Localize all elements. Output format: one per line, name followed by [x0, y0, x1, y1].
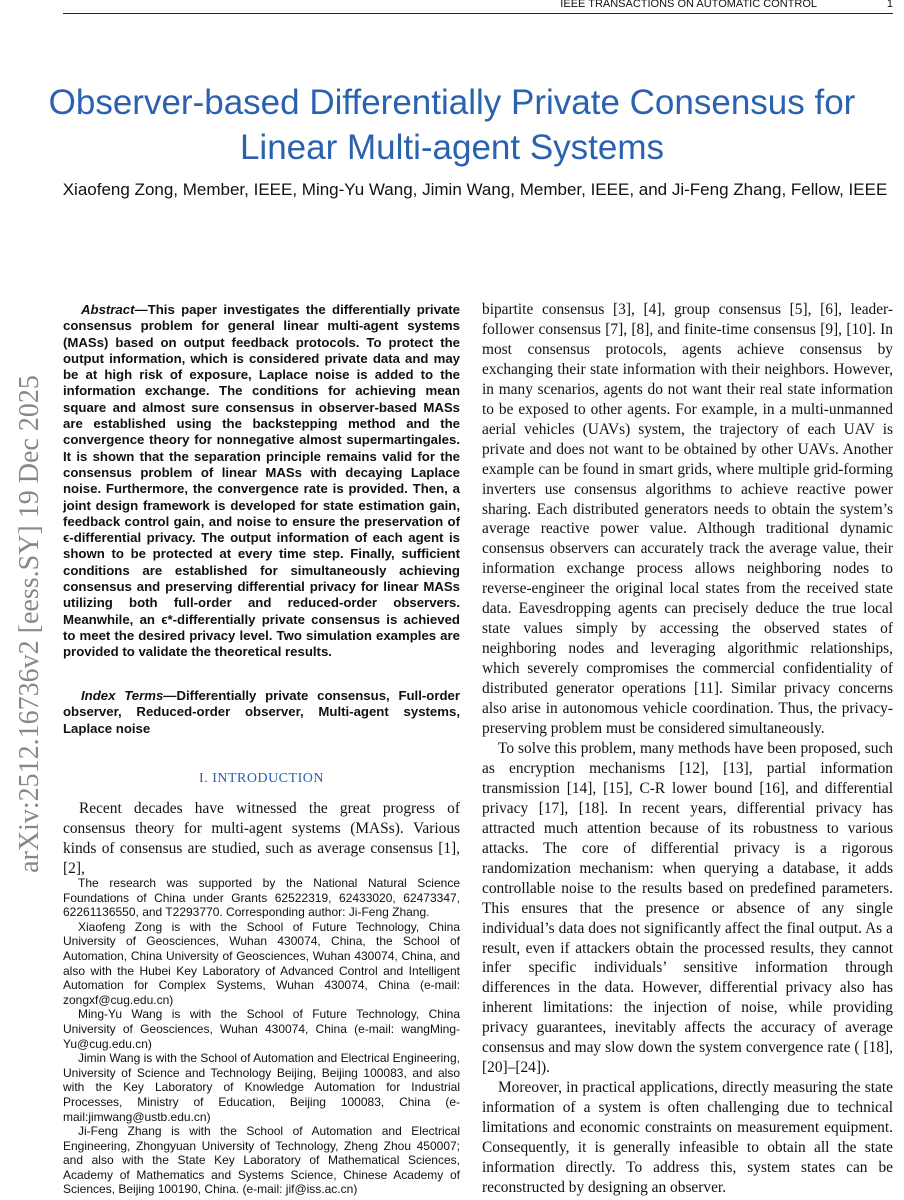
page-number: 1: [886, 0, 893, 10]
journal-name: IEEE TRANSACTIONS ON AUTOMATIC CONTROL: [560, 0, 817, 10]
footnote-affiliation: Ming-Yu Wang is with the School of Future Technology, China University of Geosciences, Wuhan 430074, China (e-mail: wangMing-Yu@cug.edu.cn): [63, 1007, 460, 1051]
index-terms-label: Index Terms—: [81, 688, 177, 703]
author-list: Xiaofeng Zong, Member, IEEE, Ming-Yu Wang, Jimin Wang, Member, IEEE, and Ji-Feng Zhang, Fellow, IEEE: [62, 180, 888, 199]
footnotes: [63, 876, 460, 1197]
index-terms-text: Differentially private consensus, Full-order observer, Reduced-order observer, Multi-agent systems, Laplace noise: [63, 688, 460, 736]
footnote-affiliation: Ji-Feng Zhang is with the School of Automation and Electrical Engineering, Zhongyuan University of Technology, Zheng Zhou 450007; and also with the State Key Laboratory of Mathematical Sciences, Academy of Mathematics and Systems Science, Chinese Academy of Sciences, Beijing 100190, China. (e-mail: jif@iss.ac.cn): [63, 1124, 460, 1197]
abstract-text: This paper investigates the differentially private consensus problem for general linear multi-agent systems (MASs) based on output feedback protocols. To protect the output information, which is considered private data and may be at high risk of exposure, Laplace noise is added to the information exchange. The conditions for achieving mean square and almost sure consensus in observer-based MASs are established using the backstepping method and the convergence theory for nonnegative almost supermartingales. It is shown that the separation principle remains valid for the consensus problem of linear MASs with decaying Laplace noise. Furthermore, the convergence rate is provided. Then, a joint design framework is developed for state estimation gain, feedback control gain, and noise to ensure the preservation of ϵ-differential privacy. The output information of each agent is shown to be protected at every time step. Finally, sufficient conditions are established for simultaneously achieving consensus and preserving differential privacy for linear MASs utilizing both full-order and reduced-order observers. Meanwhile, an ϵ*-differentially private consensus is achieved to meet the desired privacy level. Two simulation examples are provided to validate the theoretical results.: [63, 302, 460, 660]
abstract-label: Abstract—: [81, 302, 148, 317]
intro-paragraph: Recent decades have witnessed the great progress of consensus theory for multi-agent systems (MASs). Various kinds of consensus are studied, such as average consensus [1], [2],: [63, 800, 460, 877]
footnote-affiliation: Jimin Wang is with the School of Automation and Electrical Engineering, University of Science and Technology Beijing, Beijing 100083, and also with the Key Laboratory of Knowledge Automation for Industrial Processes, Ministry of Education, Beijing 100083, China (e-mail:jimwang@ustb.edu.cn): [63, 1051, 460, 1124]
arxiv-identifier: arXiv:2512.16736v2 [eess.SY] 19 Dec 2025: [14, 375, 45, 873]
paper-title: Observer-based Differentially Private Consensus for Linear Multi-agent Systems: [48, 83, 856, 167]
running-header: [63, 0, 893, 14]
body-paragraph: Moreover, in practical applications, directly measuring the state information of a system is often challenging due to technical limitations and economic constraints on measurement equipment. Consequently, it is generally infeasible to obtain all the state information directly. To address this, system states can be reconstructed by designing an observer.: [482, 1079, 893, 1196]
footnote-affiliation: Xiaofeng Zong is with the School of Future Technology, China University of Geosciences, Wuhan 430074, China, the School of Automation, China University of Geosciences, Wuhan 430074, China, and also with the Hubei Key Laboratory of Advanced Control and Intelligent Automation for Complex Systems, Wuhan 430074, China (e-mail: zongxf@cug.edu.cn): [63, 919, 460, 1007]
right-column: [482, 300, 893, 1198]
abstract: [63, 302, 460, 661]
body-paragraph: bipartite consensus [3], [4], group consensus [5], [6], leader-follower consensus [7], [8], and finite-time consensus [9], [10]. In most consensus protocols, agents achieve consensus by exchanging their state information with their neighbors. However, in many scenarios, agents do not want their real state information to be exposed to other agents. For example, in a multi-unmanned aerial vehicles (UAVs) system, the trajectory of each UAV is private and does not want to be obtained by other UAVs. Another example can be found in smart grids, where multiple grid-forming inverters use consensus algorithms to achieve reactive power sharing. Each distributed generators needs to obtain the system’s average reactive power value. Although traditional dynamic consensus observers can accurately track the average value, their information exchange process allows neighboring nodes to reverse-engineer the original local states from the received state data. Eavesdropping agents can precisely deduce the true local state values simply by accessing the observed states of neighboring nodes and leveraging algorithmic relationships, which severely compromises the commercial confidentiality of distributed generator operations [11]. Similar privacy concerns also arise in autonomous vehicle coordination. Thus, the privacy-preserving problem must be considered simultaneously.: [482, 301, 893, 738]
footnote-funding: The research was supported by the National Natural Science Foundations of China under Grants 62522319, 62433020, 62473347, 62261136550, and T2293770. Corresponding author: Ji-Feng Zhang.: [63, 876, 460, 920]
section-heading: I. INTRODUCTION: [199, 771, 324, 786]
body-paragraph: To solve this problem, many methods have been proposed, such as encryption mechanisms [12], [13], partial information transmission [14], [15], C-R lower bound [16], and differential privacy [17], [18]. In recent years, differential privacy has attracted much attention because of its robustness to various attacks. The core of differential privacy is a rigorous randomization mechanism: when querying a database, it adds controllable noise to the results based on predefined parameters. This ensures that the presence or absence of any single individual’s data does not significantly affect the final output. As a result, even if attackers obtain the processed results, they cannot infer specific individuals’ sensitive information through differences in the data. However, differential privacy also has inherent limitations: the injection of noise, while providing privacy guarantees, inevitably affects the accuracy of average consensus and may slow down the system convergence rate ( [18], [20]–[24]).: [482, 739, 893, 1077]
index-terms: [63, 688, 460, 737]
